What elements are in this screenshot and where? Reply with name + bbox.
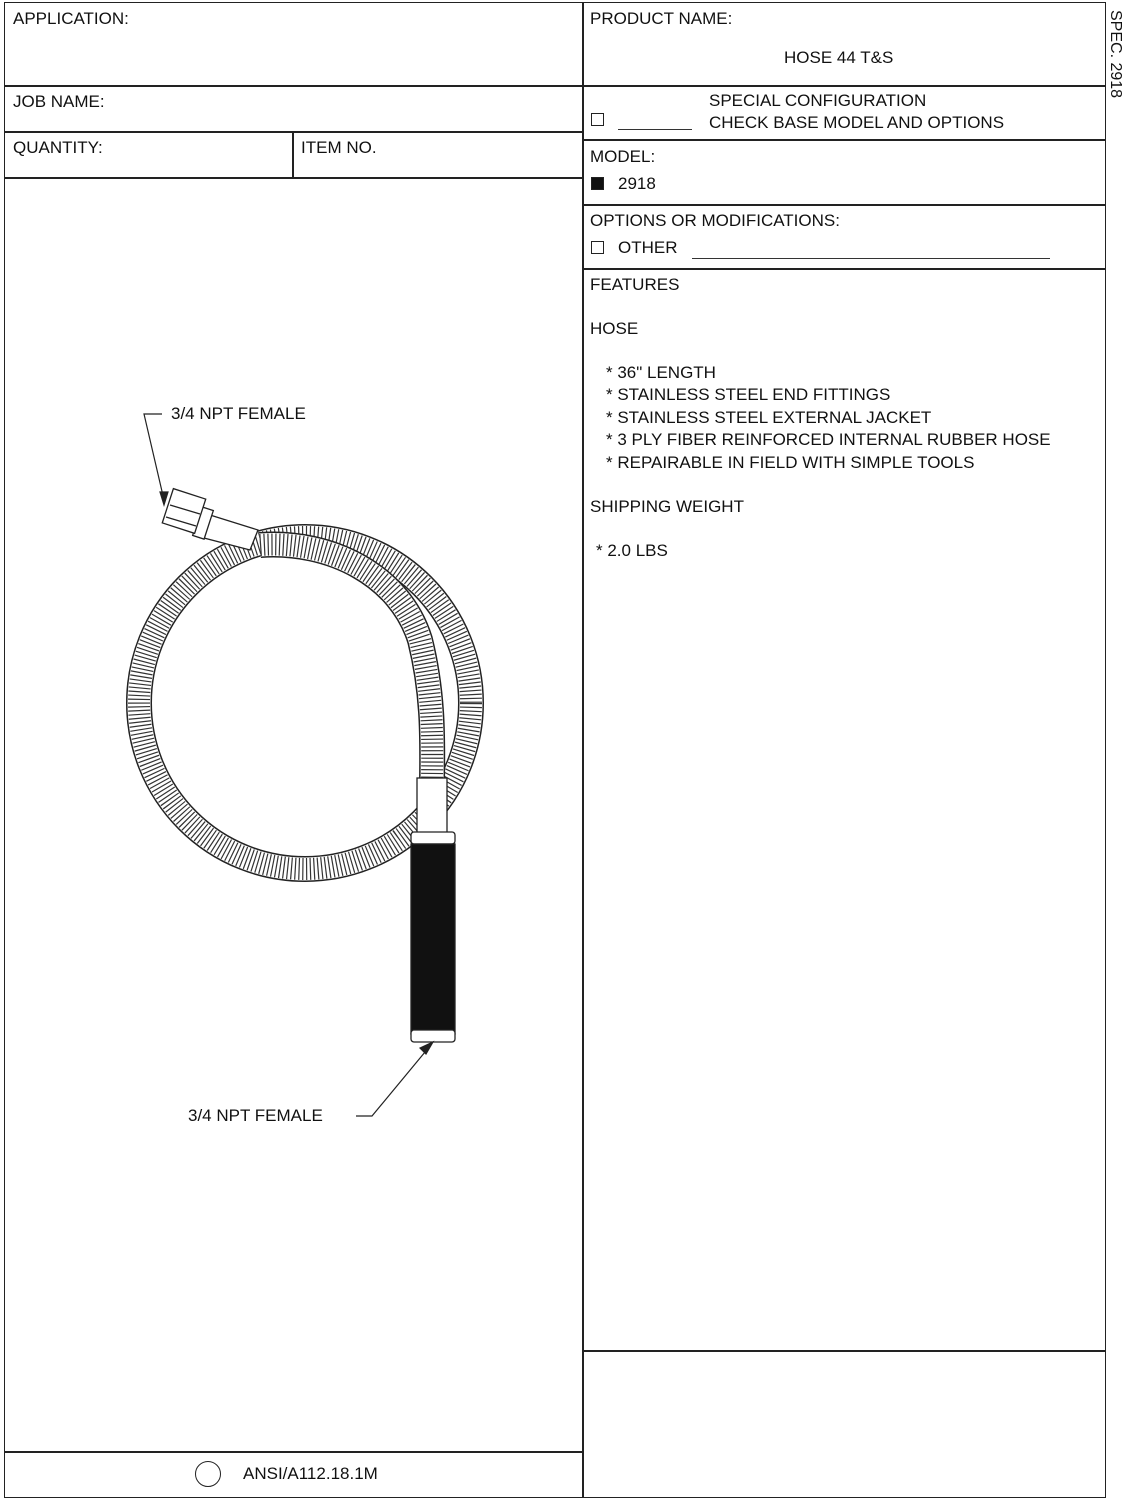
- special-configuration-checkbox[interactable]: [591, 113, 604, 126]
- divider: [582, 139, 1105, 141]
- other-label: OTHER: [618, 238, 678, 257]
- callout-bottom: 3/4 NPT FEMALE: [188, 1106, 323, 1125]
- hose-drawing: [0, 380, 582, 1140]
- callout-top: 3/4 NPT FEMALE: [171, 404, 306, 423]
- divider: [4, 1451, 582, 1453]
- feature-item: * 3 PLY FIBER REINFORCED INTERNAL RUBBER HOSE: [606, 430, 1051, 449]
- model-checkbox[interactable]: [591, 177, 604, 190]
- shipping-weight-title: SHIPPING WEIGHT: [590, 497, 744, 516]
- product-name-label: PRODUCT NAME:: [590, 9, 733, 28]
- job-name-label: JOB NAME:: [13, 92, 105, 111]
- feature-item: * STAINLESS STEEL EXTERNAL JACKET: [606, 408, 932, 427]
- shipping-weight-value: * 2.0 LBS: [596, 541, 668, 560]
- special-configuration-line2: CHECK BASE MODEL AND OPTIONS: [709, 113, 1005, 132]
- csa-logo: [195, 1461, 221, 1487]
- special-configuration-line1: SPECIAL CONFIGURATION: [709, 91, 927, 110]
- column-divider: [582, 2, 584, 1497]
- model-label: MODEL:: [590, 147, 656, 166]
- divider: [4, 177, 582, 179]
- divider: [4, 85, 1105, 87]
- options-label: OPTIONS OR MODIFICATIONS:: [590, 211, 840, 230]
- features-title: FEATURES: [590, 275, 680, 294]
- bottom-fitting: [411, 778, 455, 1042]
- other-checkbox[interactable]: [591, 241, 604, 254]
- item-no-label: ITEM NO.: [301, 138, 377, 157]
- application-label: APPLICATION:: [13, 9, 129, 28]
- product-name: HOSE 44 T&S: [784, 48, 894, 67]
- model-value: 2918: [618, 174, 656, 193]
- quantity-label: QUANTITY:: [13, 138, 103, 157]
- feature-item: * 36" LENGTH: [606, 363, 716, 382]
- special-configuration-blank[interactable]: [618, 112, 692, 130]
- divider: [292, 131, 294, 177]
- spec-number: SPEC. 2918: [1107, 10, 1124, 99]
- divider: [582, 204, 1105, 206]
- feature-item: * REPAIRABLE IN FIELD WITH SIMPLE TOOLS: [606, 453, 975, 472]
- feature-item: * STAINLESS STEEL END FITTINGS: [606, 385, 891, 404]
- top-fitting: [162, 489, 258, 550]
- features-section: HOSE: [590, 319, 639, 338]
- other-input-line[interactable]: [692, 241, 1050, 259]
- divider: [582, 1350, 1105, 1352]
- divider: [582, 268, 1105, 270]
- standard-label: ANSI/A112.18.1M: [243, 1464, 378, 1483]
